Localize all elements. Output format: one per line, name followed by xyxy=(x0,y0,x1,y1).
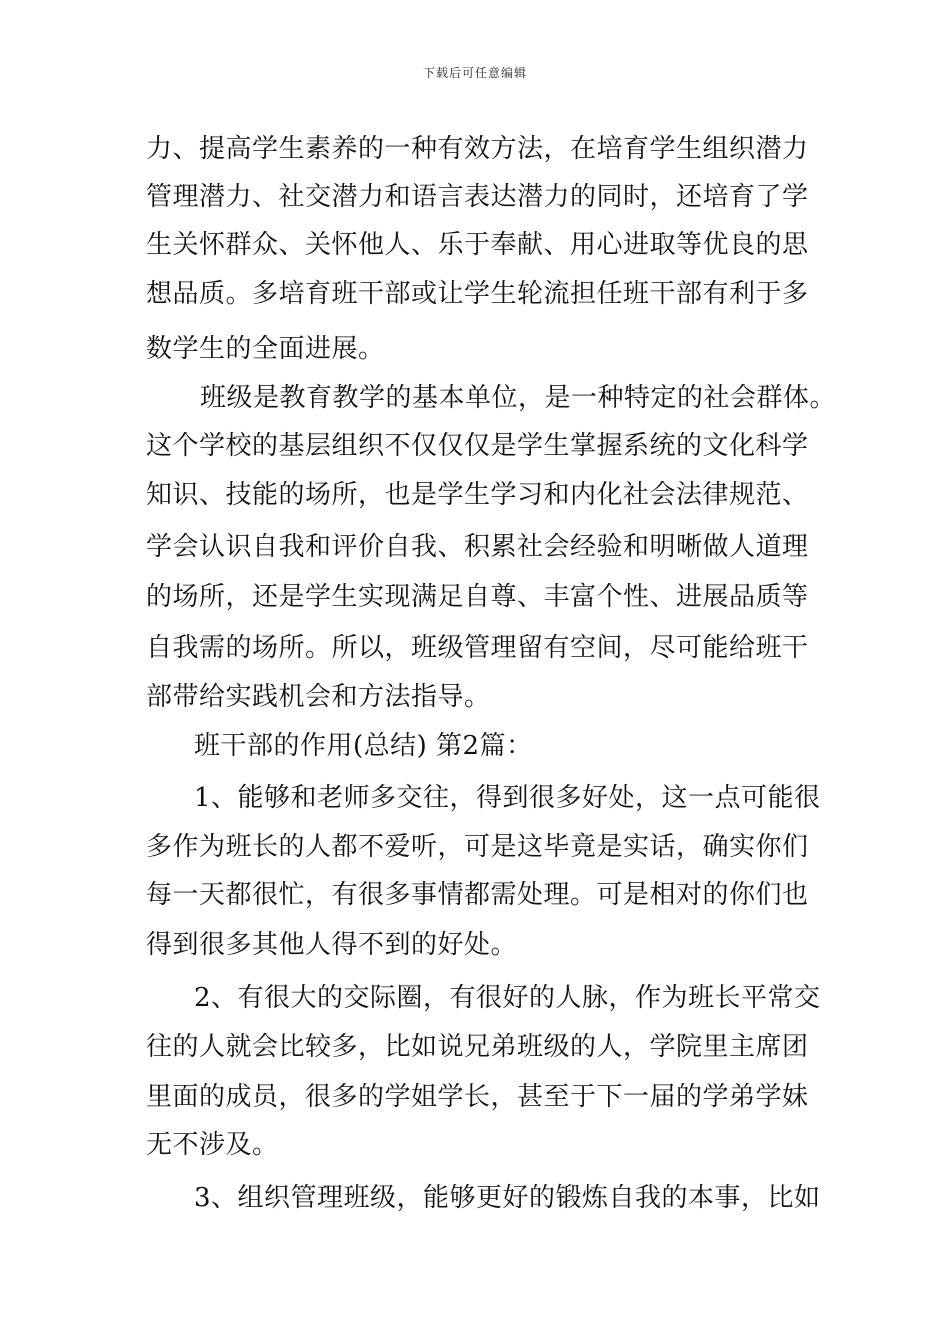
text-line: 无不涉及。 xyxy=(146,1130,279,1160)
text-line: 生关怀群众、关怀他人、乐于奉献、用心进取等优良的思 xyxy=(146,230,809,260)
text-line: 数学生的全面进展。 xyxy=(146,334,385,364)
text-line: 得到很多其他人得不到的好处。 xyxy=(146,930,518,960)
paragraph-first-line: 班级是教育教学的基本单位，是一种特定的社会群体。 xyxy=(200,383,837,413)
text-line: 学会认识自我和评价自我、积累社会经验和明晰做人道理 xyxy=(146,532,809,562)
text-line: 部带给实践机会和方法指导。 xyxy=(146,682,491,712)
text-line: 往的人就会比较多，比如说兄弟班级的人，学院里主席团 xyxy=(146,1032,809,1062)
text-line: 想品质。多培育班干部或让学生轮流担任班干部有利于多 xyxy=(146,279,809,309)
paragraph-first-line: 2、有很大的交际圈，有很好的人脉，作为班长平常交 xyxy=(194,983,821,1013)
text-line: 力、提高学生素养的一种有效方法，在培育学生组织潜力 xyxy=(146,134,809,164)
text-line: 里面的成员，很多的学姐学长，甚至于下一届的学弟学妹 xyxy=(146,1082,809,1112)
text-line: 每一天都很忙，有很多事情都需处理。可是相对的你们也 xyxy=(146,880,809,910)
text-line: 管理潜力、社交潜力和语言表达潜力的同时，还培育了学 xyxy=(146,182,809,212)
text-line: 多作为班长的人都不爱听，可是这毕竟是实话，确实你们 xyxy=(146,832,809,862)
header-note: 下载后可任意编辑 xyxy=(422,66,527,80)
text-line: 知识、技能的场所，也是学生学习和内化社会法律规范、 xyxy=(146,480,809,510)
paragraph-first-line: 3、组织管理班级，能够更好的锻炼自我的本事，比如 xyxy=(194,1183,821,1213)
paragraph-first-line: 1、能够和老师多交往，得到很多好处，这一点可能很 xyxy=(194,783,821,813)
text-line: 的场所，还是学生实现满足自尊、丰富个性、进展品质等 xyxy=(146,582,809,612)
text-line: 自我需的场所。所以，班级管理留有空间，尽可能给班干 xyxy=(146,633,809,663)
section-heading: 班干部的作用(总结) 第2篇： xyxy=(194,731,533,761)
text-line: 这个学校的基层组织不仅仅仅是学生掌握系统的文化科学 xyxy=(146,431,809,461)
